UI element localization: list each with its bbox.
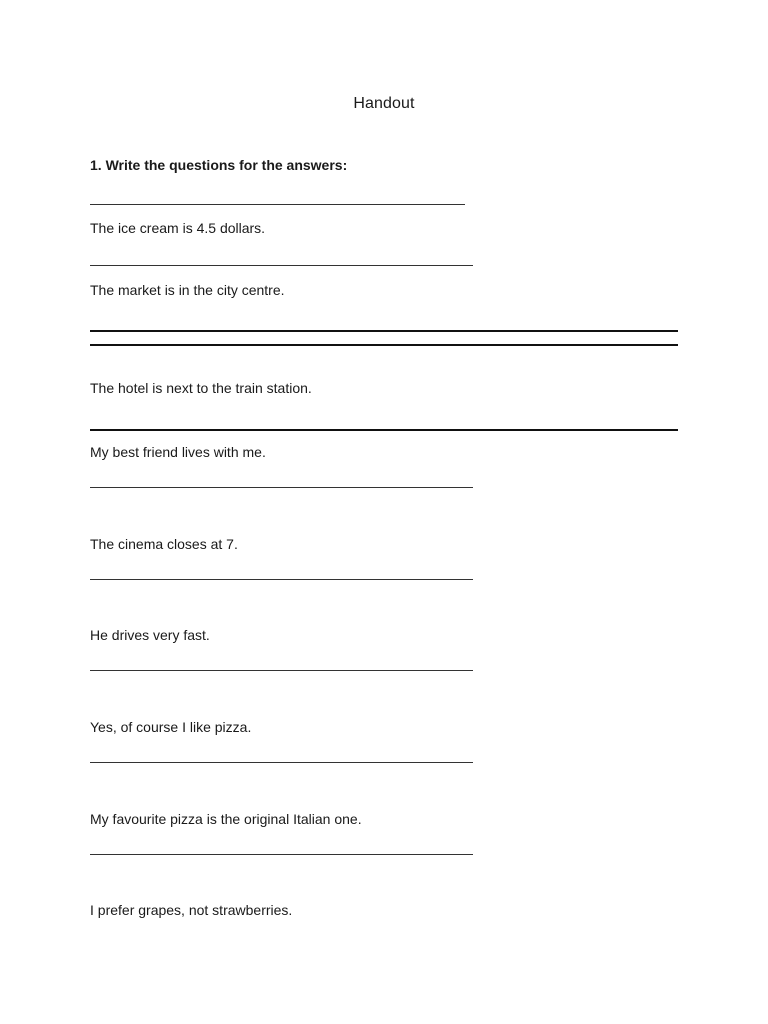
answer-text: The cinema closes at 7.	[90, 536, 238, 552]
answer-text: The ice cream is 4.5 dollars.	[90, 220, 266, 236]
answer-text: Yes, of course I like pizza.	[90, 719, 252, 735]
answer-blank-line[interactable]	[90, 762, 473, 763]
answer-blank-line[interactable]	[90, 265, 473, 266]
answer-text: My best friend lives with me.	[90, 444, 266, 460]
answer-blank-line[interactable]	[90, 854, 473, 855]
answer-text: The market is in the city centre.	[90, 282, 285, 298]
answer-text: I prefer grapes, not strawberries.	[90, 902, 293, 918]
answer-blank-line[interactable]	[90, 670, 473, 671]
answer-blank-line[interactable]	[90, 579, 473, 580]
answer-rule-line[interactable]	[90, 330, 678, 332]
answer-blank-line[interactable]	[90, 487, 473, 488]
answer-blank-line[interactable]	[90, 204, 465, 205]
answer-text: The hotel is next to the train station.	[90, 380, 312, 396]
answer-rule-line[interactable]	[90, 344, 678, 346]
answer-text: My favourite pizza is the original Italian one.	[90, 811, 362, 827]
answer-text: He drives very fast.	[90, 627, 210, 643]
answer-rule-line[interactable]	[90, 429, 678, 431]
page-title: Handout	[353, 95, 415, 112]
exercise-heading: 1. Write the questions for the answers:	[90, 157, 348, 173]
